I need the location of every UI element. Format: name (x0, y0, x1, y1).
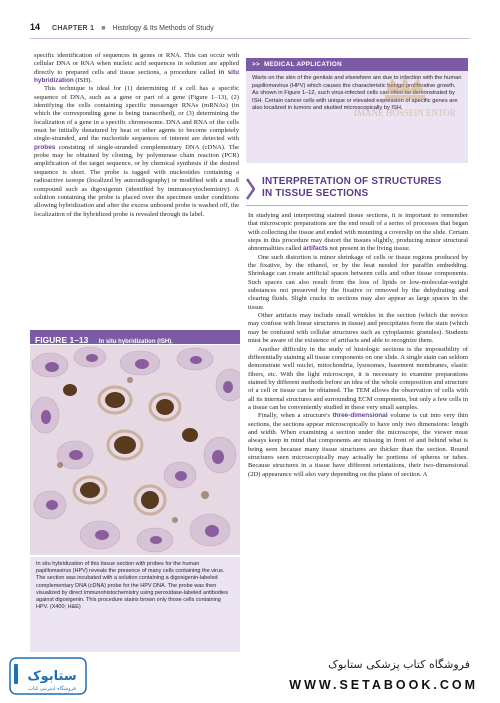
store-name: فروشگاه کتاب پزشکی ستابوک (328, 658, 470, 671)
term-three-dimensional: three-dimensional (332, 412, 388, 420)
store-url-link[interactable]: WWW.SETABOOK.COM (289, 678, 478, 692)
svg-text:فروشگاه اینترنتی کتاب: فروشگاه اینترنتی کتاب (28, 686, 76, 692)
section-rule (246, 205, 468, 206)
right-paragraph-3: Other artifacts may include small wrinkles in the section (which the novice may confuse with linear structures in tissue) and precipitates from the stain (which may be confused with cellular structures such as cytoplasmic granules). Students must be aware of the existence of artifacts and able to recognize them. (248, 312, 468, 345)
chevron-right-icon (246, 178, 255, 200)
left-paragraph-1: specific identification of sequences in genes or RNA. This can occur with cellular DNA or RNA when nucleic acid sequences in solution are applied directly to prepared cells and tissue sections, a procedure called in situ hybridization (ISH). (34, 52, 239, 85)
section-heading-line-1: INTERPRETATION OF STRUCTURES (262, 176, 442, 187)
term-artifacts: artifacts (302, 245, 328, 253)
term-in-situ-hybridization: in situ hybridization (34, 68, 239, 85)
medical-application-heading: >> MEDICAL APPLICATION (246, 58, 468, 71)
figure-title: In situ hybridization (ISH). (98, 339, 173, 345)
right-paragraph-5: Finally, when a structure's three-dimensional volume is cut into very thin sections, the sections appear microscopically to have only two dimensions: length and width. When examining a section under the microscope, the viewer must always keep in mind that components are missing in front of and behind what is being seen because many tissue structures are thicker than the section. Round structures seen microscopically may actually be portions of spheres or tubes. Because structures in a tissue have different orientations, their two-dimensional (2D) appearance will also vary depending on the plane of section. A (248, 412, 469, 478)
watermark-logo (330, 64, 480, 134)
chapter-title: Histology & Its Methods of Study (112, 25, 214, 32)
setabook-logo[interactable] (8, 654, 88, 698)
right-paragraph-1: In studying and interpreting stained tissue sections, it is important to remember that microscopic preparations are the end result of a series of processes that began with collecting the tissue and ended with mounting a coverslip on the slide. Certain steps in this procedure may distort the tissues slightly, producing minor structural abnormalities called artifacts not present in the living tissue. (248, 212, 468, 253)
running-head (30, 22, 470, 36)
figure-caption (30, 557, 240, 655)
medical-application-text: Warts on the skin of the genitals and elsewhere are due to infection with the human papillomavirus (HPV) which causes the characteristic benign proliferative growth. As shown in Figure 1–12, such virus-infected cells can often be demonstrated by ISH. Certain cancer cells with unique or elevated expression of specific genes are also localized in tumors and studied microscopically by ISH. (252, 75, 462, 112)
separator: ■ (101, 25, 106, 32)
page-number: 14 (30, 22, 41, 32)
crown-icon (330, 64, 480, 134)
footer-banner (0, 652, 500, 700)
micrograph-image (30, 345, 240, 555)
left-column-text (34, 52, 239, 219)
right-paragraph-2: One such distortion is minor shrinkage of cells or tissue regions produced by the fixative, by the ethanol, or by the heat needed for paraffin embedding. Shrinkage can create artificial spaces between cells and other tissue components. Such spaces can also result from the loss of lipids or low-molecular-weight substances not preserved by the fixative or removed by the dehydrating and clearing fluids. Slight cracks in sections may also appear as large spaces in the tissue. (248, 253, 468, 311)
svg-text:IMANE HOSSEIN ENTOR: IMANE HOSSEIN ENTOR (354, 108, 456, 118)
chapter-label: CHAPTER 1 (51, 25, 95, 32)
double-chevron-icon: >> (252, 61, 260, 68)
right-column-text (248, 212, 468, 479)
right-paragraph-4: Another difficulty in the study of histologic sections is the impossibility of differentially staining all tissue components on one slide. A single stain can seldom demonstrate well nuclei, mitochondria, lysosomes, basement membranes, elastic fibers, etc. With the light microscope, it is necessary to examine preparations stained by different methods before an idea of the whole composition and structure of a cell or tissue can be obtained. The TEM allows the observation of cells with all its internal structures and surrounding ECM components, but only a few cells in a tissue can be conveniently studied in these very small samples. (248, 345, 468, 411)
section-heading-line-2: IN TISSUE SECTIONS (262, 188, 369, 199)
left-paragraph-2: This technique is ideal for (1) determining if a cell has a specific sequence of DNA, such as a gene or part of a gene (Figure 1–13), (2) identifying the cells containing specific messenger RNAs (mRNAs) (in which the corresponding gene is being transcribed), or (3) determining the localization of a gene in a specific chromosome. DNA and RNA of the cells must be initially denatured by heat or other agents to become completely single-stranded, and the nucleotide sequences of interest are detected with probes consisting of single-stranded complementary DNA (cDNA). The probe may be obtained by cloning, by polymerase chain reaction (PCR) amplification of the target sequence, or by chemical synthesis if the desired sequence is short. The probe is tagged with nucleotides containing a radioactive isotope (localized by autoradiography) or modified with a small compound such as digoxigenin (identified by immunocytochemistry). A solution containing the probe is placed over the specimen under conditions allowing hybridization and after the excess unbound probe is washed off, the localization of the hybridized probe is revealed through its label. (34, 85, 239, 218)
section-heading (246, 176, 472, 200)
figure-heading (30, 330, 240, 344)
figure-caption-text: In situ hybridization of this tissue section with probes for the human papillomavirus (HPV) reveals the presence of many cells containing the virus. The section was incubated with a solution containing a digoxigenin-labeled complementary DNA (cDNA) probe for the HPV DNA. The probe was then visualized by direct immunohistochemistry using peroxidase-labeled antibodies against digoxigenin. This procedure stains brown only those cells containing HPV. (X400; H&E) (36, 561, 228, 611)
header-rule (30, 38, 470, 39)
term-probes: probes (34, 143, 56, 151)
svg-text:ستابوک: ستابوک (27, 669, 77, 684)
figure-number: FIGURE 1–13 (35, 335, 89, 345)
